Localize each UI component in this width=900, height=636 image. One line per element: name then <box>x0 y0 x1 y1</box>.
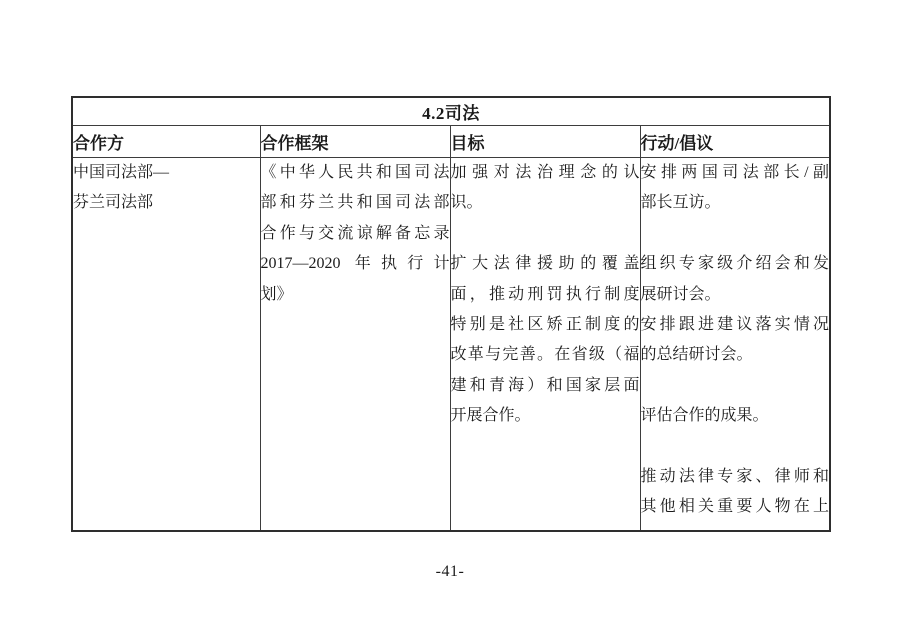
text-line: 安排跟进建议落实情况 <box>640 315 829 333</box>
cell-cooperation-party <box>72 158 260 532</box>
cell-objective <box>450 158 640 532</box>
text-line: 推动法律专家、律师和 <box>640 467 829 485</box>
text-line: 其他相关重要人物在上 <box>640 498 829 516</box>
text-line: 加强对法治理念的认 <box>450 164 640 181</box>
text-line: 中国司法部— <box>73 164 170 181</box>
text-line: 改革与完善。在省级（福 <box>450 346 640 364</box>
text-line: 划》 <box>260 285 293 303</box>
text-line: 特别是社区矫正制度的 <box>450 315 640 333</box>
text-line: 2017—2020 年执行计 <box>260 255 450 273</box>
text-line: 开展合作。 <box>450 407 531 425</box>
cell-action-initiative <box>640 158 830 532</box>
text-line <box>641 219 830 249</box>
text-line: 面，推动刑罚执行制度 <box>450 285 640 303</box>
text-line: 部和芬兰共和国司法部 <box>260 194 450 212</box>
text-line: 评估合作的成果。 <box>640 407 769 425</box>
page-number: -41- <box>435 563 465 580</box>
justice-cooperation-table <box>71 96 831 532</box>
text-line: 建和青海）和国家层面 <box>450 376 640 394</box>
text-line: 识。 <box>450 194 483 212</box>
text-line: 合作与交流谅解备忘录 <box>260 224 450 242</box>
text-line: 展研讨会。 <box>640 285 721 303</box>
text-line: 《中华人民共和国司法 <box>260 164 450 181</box>
header-cooperation-party: 合作方 <box>72 126 260 158</box>
text-line: 芬兰司法部 <box>73 194 154 212</box>
table-title: 4.2司法 <box>72 97 830 126</box>
text-line: 的总结研讨会。 <box>640 346 753 364</box>
table-header-row <box>72 126 830 158</box>
text-line <box>641 432 830 462</box>
header-objective: 目标 <box>450 126 640 158</box>
table-row <box>72 158 830 532</box>
header-cooperation-framework: 合作框架 <box>260 126 450 158</box>
cell-cooperation-framework <box>260 158 450 532</box>
text-line: 安排两国司法部长/副 <box>640 164 829 181</box>
text-line <box>641 371 830 401</box>
text-line: 部长互访。 <box>640 194 721 212</box>
text-line <box>451 219 640 249</box>
text-line: 扩大法律援助的覆盖 <box>450 255 640 273</box>
text-line: 组织专家级介绍会和发 <box>640 255 829 273</box>
table-title-row <box>72 97 830 126</box>
header-action-initiative: 行动/倡议 <box>640 126 830 158</box>
